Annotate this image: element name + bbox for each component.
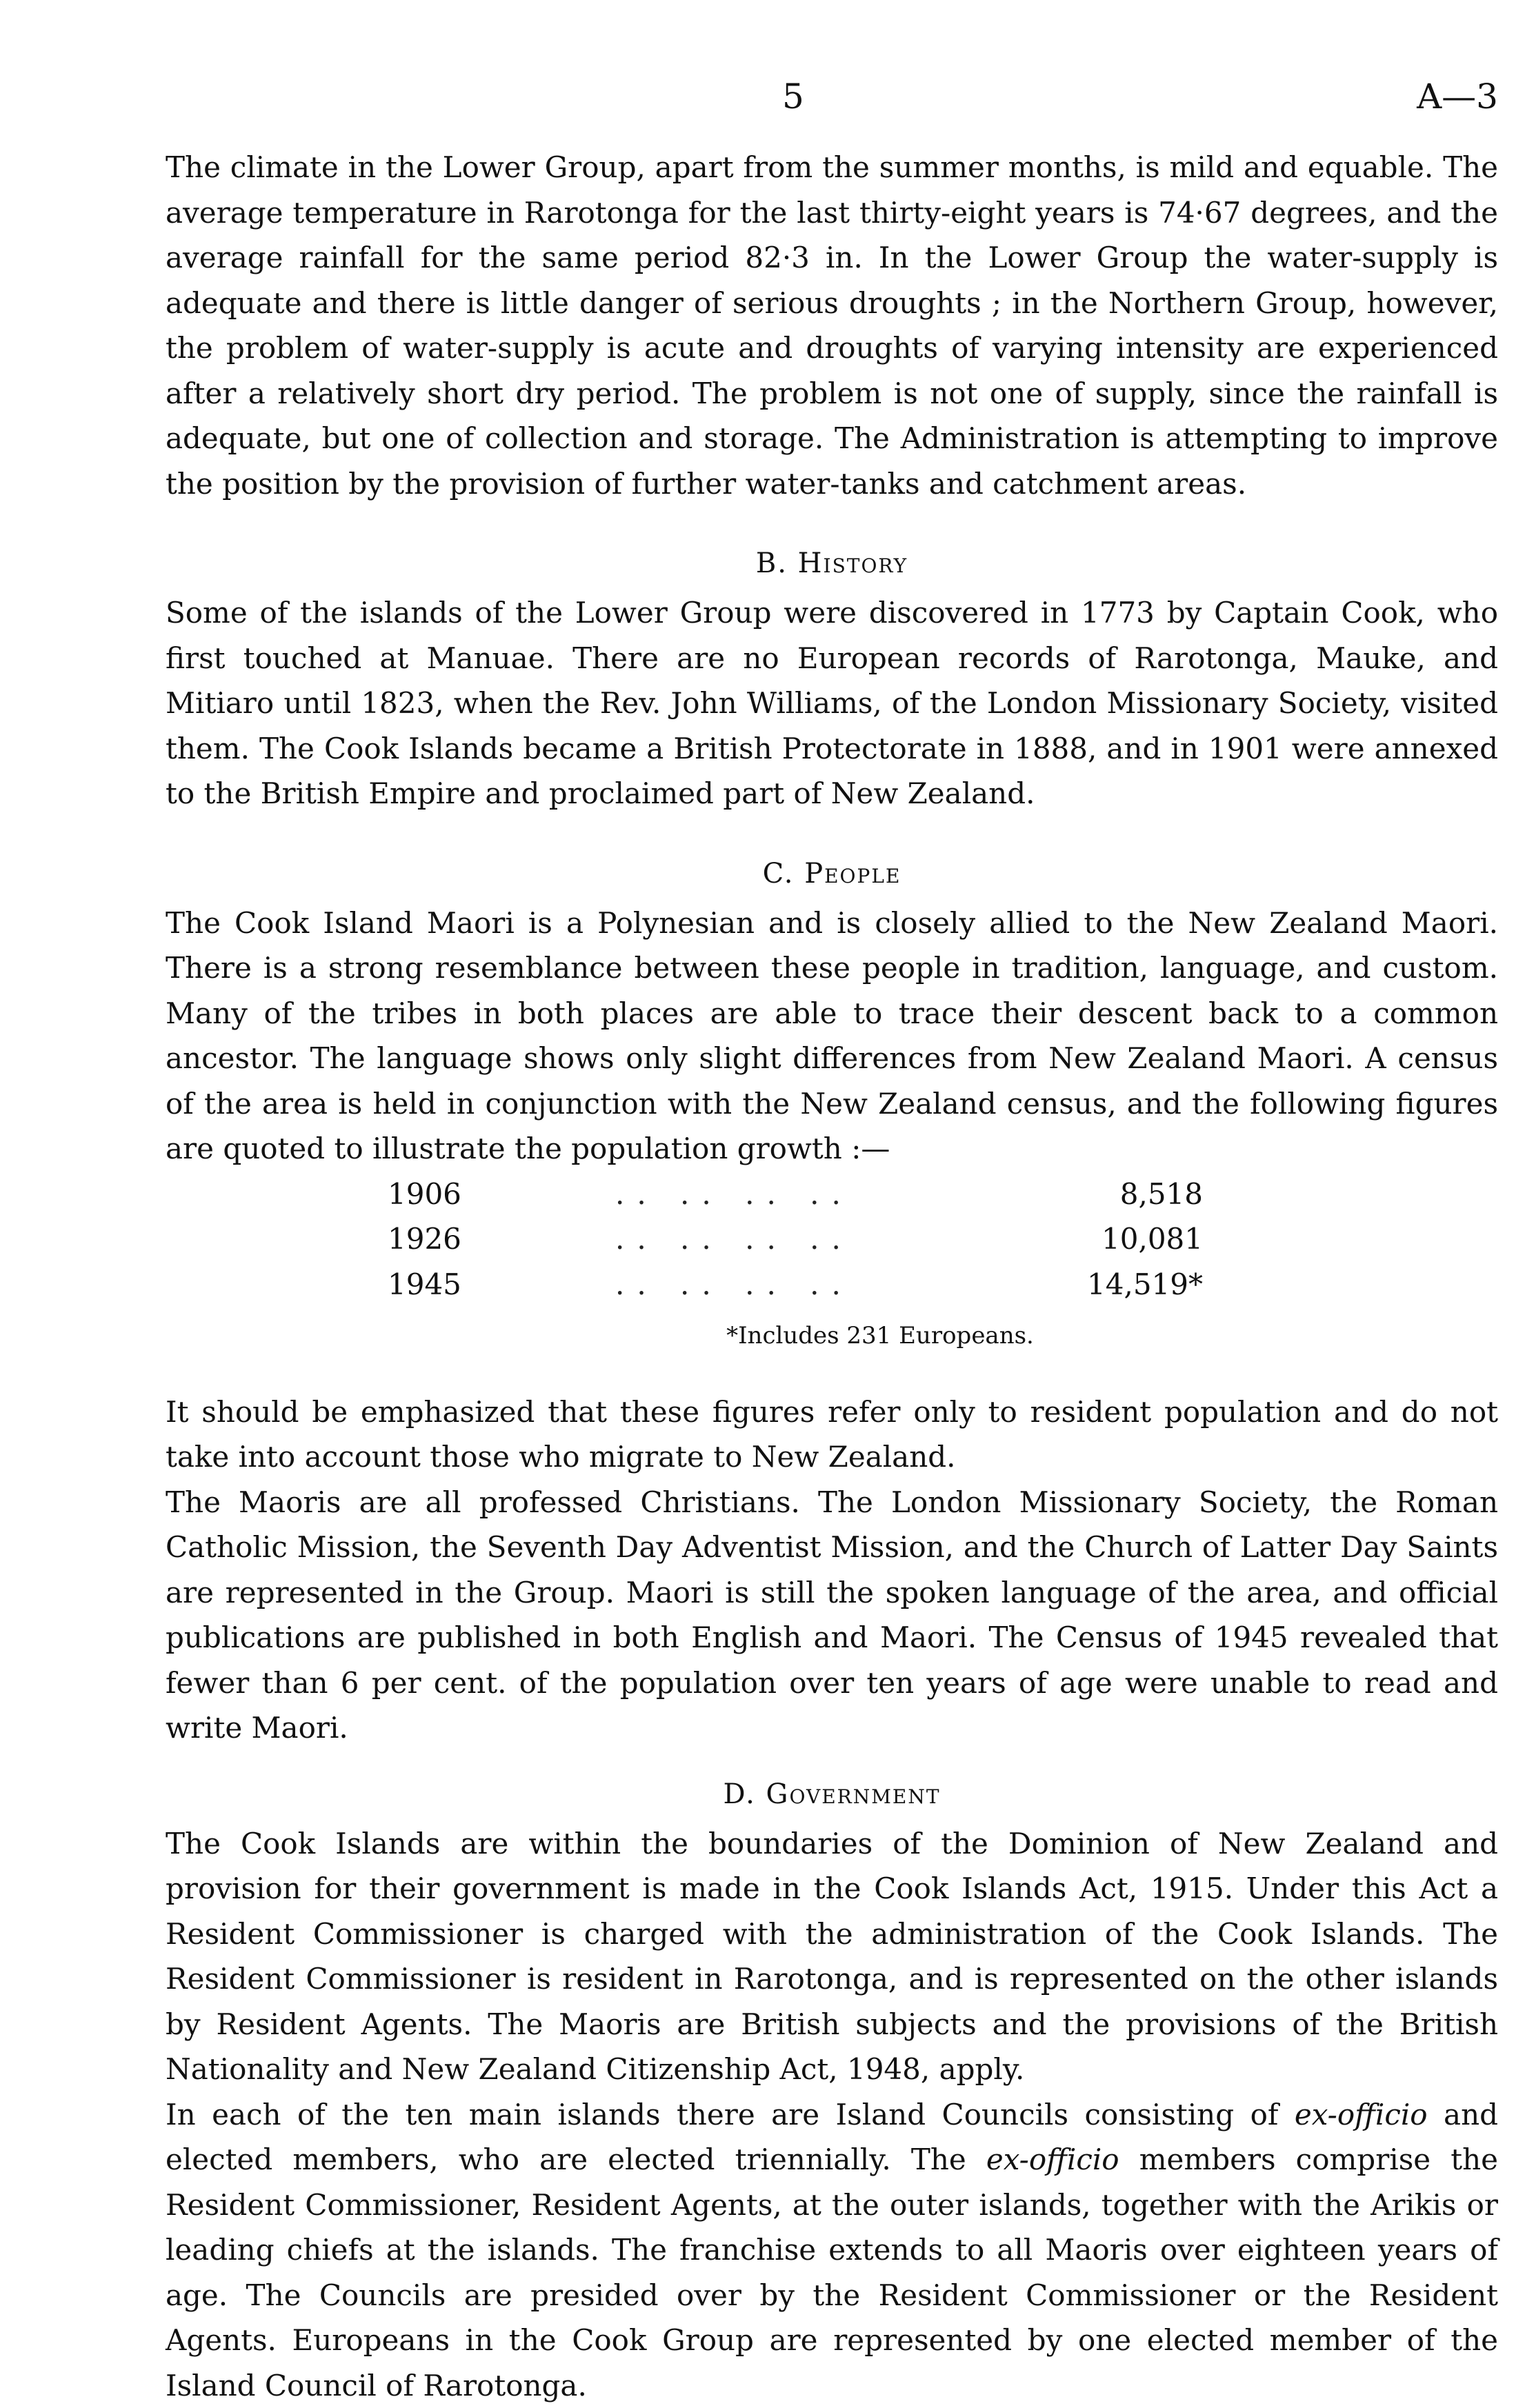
table-row	[388, 1216, 1203, 1262]
people-paragraph-1: The Cook Island Maori is a Polynesian and is closely allied to the New Zealand Maori. There is a strong resemblance between these people in tradition, language, and custom. Many of the tribes in both places are able to trace their descent back to a common ancestor. The language shows only slight differences from New Zealand Maori. A census of the area is held in conjunction with the New Zealand census, and the following figures are quoted to illustrate the population growth :—	[166, 901, 1498, 1172]
leader-dots: .. .. .. ..	[615, 1216, 1065, 1262]
leader-dots: .. .. .. ..	[615, 1262, 1065, 1307]
page-header	[166, 69, 1498, 145]
population-year: 1906	[388, 1172, 615, 1217]
population-table	[388, 1172, 1203, 1307]
government-paragraph-1: The Cook Islands are within the boundaries of the Dominion of New Zealand and provision for their government is made in the Cook Islands Act, 1915. Under this Act a Resident Commissioner is charged with the administration of the Cook Islands. The Resident Commissioner is resident in Rarotonga, and is represented on the other islands by Resident Agents. The Maoris are British subjects and the provisions of the British Nationality and New Zealand Citizenship Act, 1948, apply.	[166, 1821, 1498, 2092]
history-heading: B. History	[166, 536, 1498, 590]
government-paragraph-2	[166, 2092, 1498, 2408]
population-year: 1945	[388, 1262, 615, 1307]
government-heading: D. Government	[166, 1767, 1498, 1821]
table-row	[388, 1172, 1203, 1217]
table-row	[388, 1262, 1203, 1307]
history-paragraph: Some of the islands of the Lower Group were discovered in 1773 by Captain Cook, who first touched at Manuae. There are no European records of Rarotonga, Mauke, and Mitiaro until 1823, when the Rev. John Williams, of the London Missionary Society, visited them. The Cook Islands became a British Protectorate in 1888, and in 1901 were annexed to the British Empire and proclaimed part of New Zealand.	[166, 590, 1498, 816]
page-number: 5	[782, 74, 804, 120]
document-reference: A—3	[1417, 74, 1498, 120]
population-value: 8,518	[1065, 1172, 1203, 1217]
people-heading: C. People	[166, 847, 1498, 901]
climate-paragraph: The climate in the Lower Group, apart from the summer months, is mild and equable. The average temperature in Rarotonga for the last thirty-eight years is 74·67 degrees, and the average rainfall for the same period 82·3 in. In the Lower Group the water-supply is adequate and there is little danger of serious droughts ; in the Northern Group, however, the problem of water-supply is acute and droughts of varying intensity are experienced after a relatively short dry period. The problem is not one of supply, since the rainfall is adequate, but one of collection and storage. The Administration is attempting to improve the position by the provision of further water-tanks and catchment areas.	[166, 145, 1498, 506]
ex-officio-term: ex-officio	[1295, 2098, 1428, 2131]
leader-dots: .. .. .. ..	[615, 1172, 1065, 1217]
council-text-a: In each of the ten main islands there are Island Councils consisting of	[166, 2098, 1295, 2131]
population-year: 1926	[388, 1216, 615, 1262]
document-page	[166, 69, 1498, 2408]
people-paragraph-3: The Maoris are all professed Christians. The London Missionary Society, the Roman Catholic Mission, the Seventh Day Adventist Mission, and the Church of Latter Day Saints are represented in the Group. Maori is still the spoken language of the area, and official publications are published in both English and Maori. The Census of 1945 revealed that fewer than 6 per cent. of the population over ten years of age were unable to read and write Maori.	[166, 1480, 1498, 1751]
council-text-c: members comprise the Resident Commissioner, Resident Agents, at the outer islands, together with the Arikis or leading chiefs at the islands. The franchise extends to all Maoris over eighteen years of age. The Councils are presided over by the Resident Commissioner or the Resident Agents. Europeans in the Cook Group are represented by one elected member of the Island Council of Rarotonga.	[166, 2143, 1498, 2402]
ex-officio-term: ex-officio	[986, 2143, 1119, 2176]
population-value: 10,081	[1065, 1216, 1203, 1262]
council-text-b: and elected members, who are elected triennially. The	[166, 2098, 1498, 2177]
population-value: 14,519*	[1065, 1262, 1203, 1307]
people-paragraph-2: It should be emphasized that these figures refer only to resident population and do not take into account those who migrate to New Zealand.	[166, 1389, 1498, 1480]
population-footnote: *Includes 231 Europeans.	[166, 1314, 1498, 1359]
